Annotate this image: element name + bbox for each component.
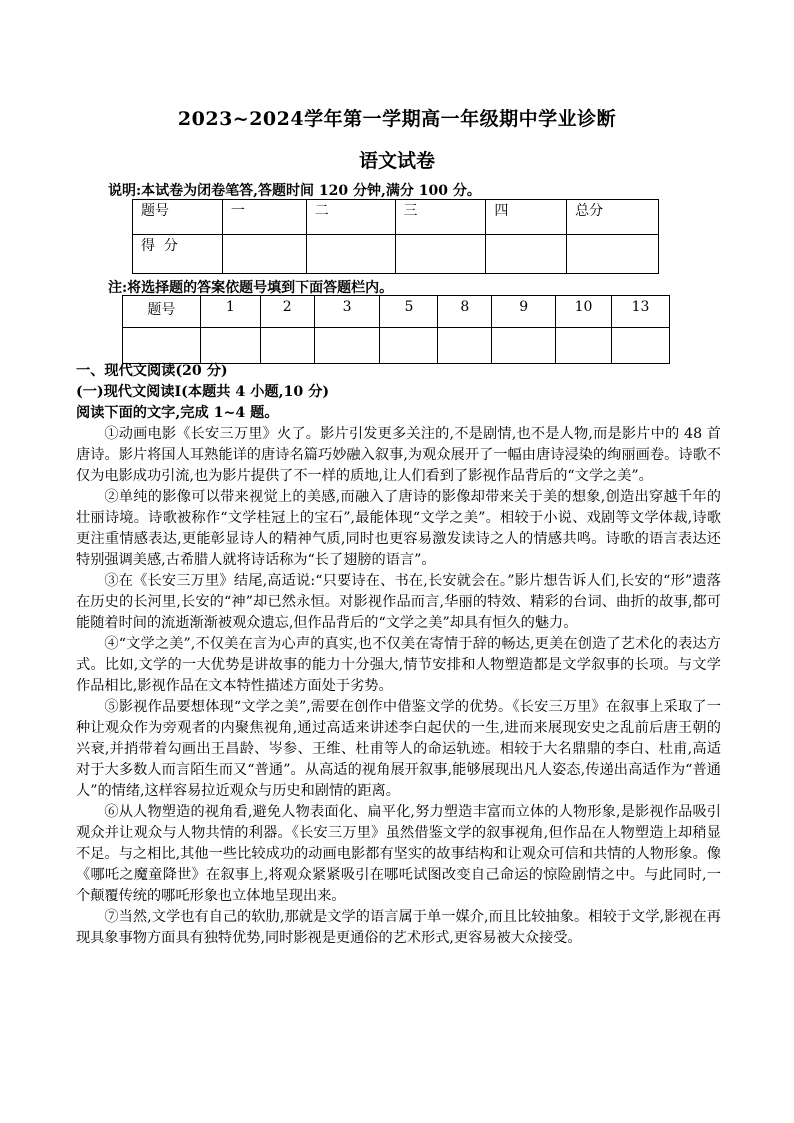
score-blank-cell — [222, 235, 306, 274]
answer-header-cell: 10 — [556, 296, 612, 328]
passage-paragraph: ⑤影视作品要想体现“文学之美”,需要在创作中借鉴文学的优势。《长安三万里》在叙事上采取了一种让观众作为旁观者的内聚焦视角,通过高适来讲述李白起伏的一生,进而来展现安史之乱前后唐王朝的兴衰,并捎带着勾画出王昌龄、岑参、王维、杜甫等人的命运轨迹。相较于大名鼎鼎的李白、杜甫,高适对于大多数人而言陌生而又“普通”。从高适的视角展开叙事,能够展现出凡人姿态,传递出高适作为“普通人”的情绪,这样容易拉近观众与历史和剧情的距离。 — [76, 699, 721, 799]
answer-blank-cell — [612, 328, 670, 364]
score-blank-cell — [395, 235, 486, 274]
score-table-header-row — [133, 200, 659, 235]
score-blank-cell — [567, 235, 659, 274]
section-heading: 一、现代文阅读(20 分) — [76, 363, 228, 379]
score-row-label: 得 分 — [133, 235, 223, 274]
answer-table-row — [123, 328, 670, 364]
answer-header-cell: 13 — [612, 296, 670, 328]
score-table-row — [133, 235, 659, 274]
passage-paragraph: ①动画电影《长安三万里》火了。影片引发更多关注的,不是剧情,也不是人物,而是影片中的 48 首唐诗。影片将国人耳熟能详的唐诗名篇巧妙融入叙事,为观众展开了一幅由唐诗浸染的绚丽画卷。诗歌不仅为电影成功引流,也为影片提供了不一样的质地,让人们看到了影视作品背后的“文学之美”。 — [76, 426, 721, 484]
answer-header-cell: 5 — [380, 296, 438, 328]
answer-blank-cell — [200, 328, 260, 364]
score-header-cell: 三 — [395, 200, 486, 235]
passage-paragraph: ⑥从人物塑造的视角看,避免人物表面化、扁平化,努力塑造丰富而立体的人物形象,是影视作品吸引观众并让观众与人物共情的利器。《长安三万里》虽然借鉴文学的叙事视角,但作品在人物塑造上却稍显不足。与之相比,其他一些比较成功的动画电影都有坚实的故事结构和让观众可信和共情的人物形象。像《哪吒之魔童降世》在叙事上,将观众紧紧吸引在哪吒试图改变自己命运的惊险剧情之中。与此同时,一个颠覆传统的哪吒形象也立体地呈现出来。 — [76, 804, 721, 904]
answer-blank-cell — [380, 328, 438, 364]
answer-header-cell: 2 — [260, 296, 314, 328]
score-table — [132, 199, 659, 274]
score-header-cell: 总分 — [567, 200, 659, 235]
reading-instruction: 阅读下面的文字,完成 1~4 题。 — [76, 405, 279, 421]
exam-instructions: 说明:本试卷为闭卷笔答,答题时间 120 分钟,满分 100 分。 — [108, 183, 481, 199]
answer-table-header-row — [123, 296, 670, 328]
answer-note: 注:将选择题的答案依题号填到下面答题栏内。 — [108, 280, 394, 296]
answer-blank-cell — [260, 328, 314, 364]
score-header-cell: 一 — [222, 200, 306, 235]
answer-header-cell: 9 — [492, 296, 556, 328]
score-header-cell: 四 — [486, 200, 567, 235]
answer-blank-cell — [556, 328, 612, 364]
passage-paragraph: ②单纯的影像可以带来视觉上的美感,而融入了唐诗的影像却带来关于美的想象,创造出穿越千年的壮丽诗境。诗歌被称作“文学桂冠上的宝石”,最能体现“文学之美”。相较于小说、戏剧等文学体裁,诗歌更注重情感表达,更能彰显诗人的精神气质,同时也更容易激发读诗之人的情感共鸣。诗歌的语言表达还特别强调美感,古希腊人就将诗话称为“长了翅膀的语言”。 — [76, 489, 721, 568]
answer-table — [122, 295, 670, 364]
exam-title: 2023~2024学年第一学期高一年级期中学业诊断 — [177, 108, 617, 130]
reading-section — [76, 361, 721, 949]
score-blank-cell — [486, 235, 567, 274]
score-blank-cell — [306, 235, 395, 274]
answer-header-cell: 题号 — [123, 296, 201, 328]
passage-paragraph: ⑦当然,文学也有自己的软肋,那就是文学的语言属于单一媒介,而且比较抽象。相较于文学,影视在再现具象事物方面具有独特优势,同时影视是更通俗的艺术形式,更容易被大众接受。 — [76, 909, 721, 946]
exam-subtitle: 语文试卷 — [358, 150, 435, 172]
answer-blank-cell — [123, 328, 201, 364]
answer-blank-cell — [492, 328, 556, 364]
answer-header-cell: 8 — [438, 296, 492, 328]
section-subheading: (一)现代文阅读I(本题共 4 小题,10 分) — [76, 384, 330, 400]
answer-blank-cell — [438, 328, 492, 364]
answer-header-cell: 1 — [200, 296, 260, 328]
passage-paragraph: ④“文学之美”,不仅美在言为心声的真实,也不仅美在寄情于辞的畅达,更美在创造了艺术化的表达方式。比如,文学的一大优势是讲故事的能力十分强大,情节安排和人物塑造都是文学叙事的长项。与文学作品相比,影视作品在文本特性描述方面处于劣势。 — [76, 636, 721, 694]
answer-blank-cell — [314, 328, 380, 364]
passage-paragraph: ③在《长安三万里》结尾,高适说:“只要诗在、书在,长安就会在。”影片想告诉人们,长安的“形”遗落在历史的长河里,长安的“神”却已然永恒。对影视作品而言,华丽的特效、精彩的台词、曲折的故事,都可能随着时间的流逝渐渐被观众遗忘,但作品背后的“文学之美”却具有恒久的魅力。 — [76, 573, 721, 631]
answer-header-cell: 3 — [314, 296, 380, 328]
score-header-cell: 二 — [306, 200, 395, 235]
score-header-cell: 题号 — [133, 200, 223, 235]
